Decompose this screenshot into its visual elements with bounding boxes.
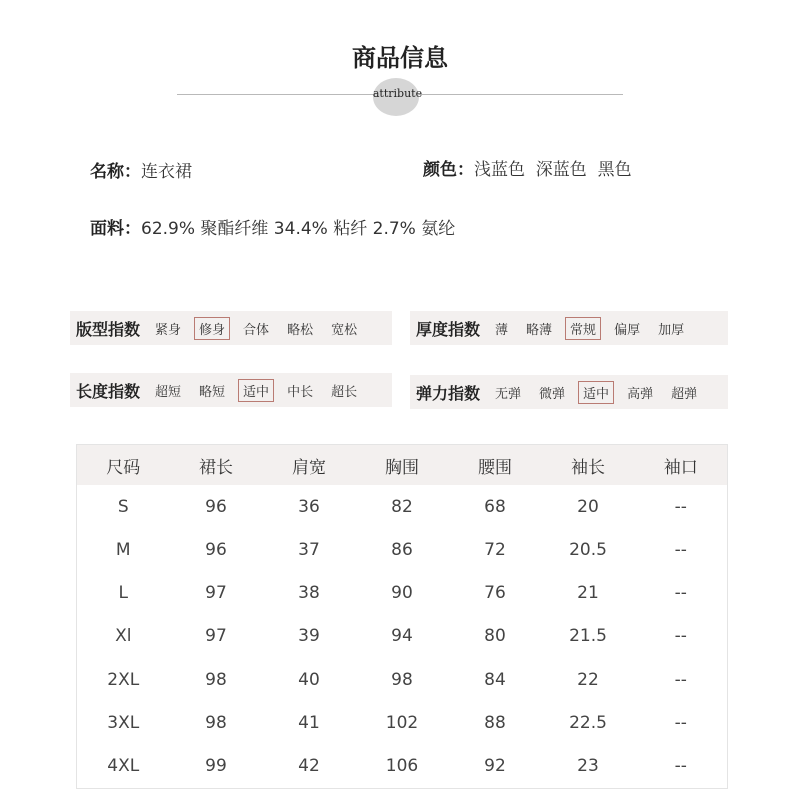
table-cell: 36 bbox=[298, 496, 320, 517]
table-row bbox=[77, 572, 728, 615]
table-cell: -- bbox=[674, 496, 687, 517]
table-cell: L bbox=[118, 583, 128, 604]
elasticity-option: 超弹 bbox=[671, 386, 698, 402]
table-row bbox=[77, 615, 728, 658]
table-cell: 20 bbox=[577, 496, 599, 517]
table-row bbox=[77, 701, 728, 744]
table-cell: 92 bbox=[484, 756, 506, 777]
fit-index bbox=[70, 311, 392, 345]
elasticity-index-title: 弹力指数 bbox=[416, 383, 481, 403]
thickness-option: 加厚 bbox=[658, 322, 685, 338]
product-fabric-value: 62.9% 聚酯纤维 34.4% 粘纤 2.7% 氨纶 bbox=[141, 219, 456, 239]
length-index-title: 长度指数 bbox=[76, 381, 141, 401]
fit-option: 合体 bbox=[243, 322, 270, 338]
length-option: 超短 bbox=[155, 384, 182, 400]
table-cell: 102 bbox=[385, 713, 419, 734]
table-cell: 68 bbox=[484, 496, 506, 517]
length-option: 略短 bbox=[199, 384, 226, 400]
table-cell: 88 bbox=[484, 713, 506, 734]
product-color-value: 浅蓝色 深蓝色 黑色 bbox=[474, 160, 632, 180]
thickness-index bbox=[410, 311, 728, 345]
product-color-label: 颜色： bbox=[423, 160, 474, 180]
table-cell: 96 bbox=[205, 496, 227, 517]
title-subtitle: attribute bbox=[372, 87, 423, 100]
table-row bbox=[77, 658, 728, 701]
table-cell: -- bbox=[674, 539, 687, 560]
table-cell: 98 bbox=[205, 669, 227, 690]
length-option: 适中 bbox=[238, 379, 274, 402]
table-row bbox=[77, 745, 728, 789]
header-cell: 腰围 bbox=[449, 445, 542, 486]
table-row bbox=[77, 485, 728, 528]
table-cell: -- bbox=[674, 756, 687, 777]
page-title: 商品信息 bbox=[352, 44, 448, 72]
product-name-label: 名称： bbox=[90, 162, 141, 182]
table-cell: 21 bbox=[577, 583, 599, 604]
table-cell: M bbox=[115, 539, 131, 560]
table-cell: 3XL bbox=[107, 713, 140, 734]
fit-option: 宽松 bbox=[331, 322, 358, 338]
thickness-option: 偏厚 bbox=[614, 322, 641, 338]
table-cell: 84 bbox=[484, 669, 506, 690]
length-option: 中长 bbox=[287, 384, 314, 400]
table-cell: 22.5 bbox=[569, 713, 607, 734]
elasticity-option: 适中 bbox=[578, 381, 614, 404]
table-cell: 22 bbox=[577, 669, 599, 690]
size-table bbox=[76, 444, 728, 789]
thickness-index-title: 厚度指数 bbox=[416, 319, 481, 339]
table-cell: 37 bbox=[298, 539, 320, 560]
table-cell: 42 bbox=[298, 756, 320, 777]
table-cell: 41 bbox=[298, 713, 320, 734]
elasticity-option: 微弹 bbox=[539, 386, 566, 402]
table-cell: 4XL bbox=[107, 756, 140, 777]
table-cell: 98 bbox=[205, 713, 227, 734]
fit-option: 略松 bbox=[287, 322, 314, 338]
thickness-option: 薄 bbox=[495, 322, 509, 338]
table-cell: 2XL bbox=[107, 669, 140, 690]
fit-option: 紧身 bbox=[155, 322, 182, 338]
table-cell: S bbox=[117, 496, 129, 517]
header-cell: 胸围 bbox=[356, 445, 449, 486]
thickness-option: 略薄 bbox=[526, 322, 553, 338]
table-cell: 39 bbox=[298, 626, 320, 647]
table-cell: Xl bbox=[115, 626, 132, 647]
header-cell: 裙长 bbox=[170, 445, 263, 486]
table-row bbox=[77, 528, 728, 571]
table-cell: 96 bbox=[205, 539, 227, 560]
elasticity-index bbox=[410, 375, 728, 409]
table-cell: 21.5 bbox=[569, 626, 607, 647]
header-cell: 肩宽 bbox=[263, 445, 356, 486]
header-cell: 袖口 bbox=[635, 445, 728, 486]
product-fabric-label: 面料： bbox=[90, 219, 141, 239]
table-cell: 40 bbox=[298, 669, 320, 690]
table-cell: 82 bbox=[391, 496, 413, 517]
table-cell: 97 bbox=[205, 626, 227, 647]
length-index bbox=[70, 373, 392, 407]
table-cell: -- bbox=[674, 626, 687, 647]
table-cell: 90 bbox=[391, 583, 413, 604]
table-cell: 20.5 bbox=[569, 539, 607, 560]
table-cell: 80 bbox=[484, 626, 506, 647]
size-table-header bbox=[77, 445, 728, 486]
product-name bbox=[90, 157, 192, 182]
product-fabric bbox=[90, 214, 455, 239]
table-cell: -- bbox=[674, 713, 687, 734]
product-color bbox=[423, 155, 632, 180]
fit-option: 修身 bbox=[194, 317, 230, 340]
product-name-value: 连衣裙 bbox=[141, 162, 192, 182]
length-option: 超长 bbox=[331, 384, 358, 400]
table-cell: 86 bbox=[391, 539, 413, 560]
table-cell: 72 bbox=[484, 539, 506, 560]
table-cell: -- bbox=[674, 583, 687, 604]
table-cell: 76 bbox=[484, 583, 506, 604]
header-cell: 尺码 bbox=[77, 445, 170, 486]
elasticity-option: 高弹 bbox=[627, 386, 654, 402]
fit-index-title: 版型指数 bbox=[76, 319, 141, 339]
table-cell: 106 bbox=[385, 756, 419, 777]
table-cell: 38 bbox=[298, 583, 320, 604]
table-cell: -- bbox=[674, 669, 687, 690]
elasticity-option: 无弹 bbox=[495, 386, 522, 402]
table-cell: 94 bbox=[391, 626, 413, 647]
table-cell: 98 bbox=[391, 669, 413, 690]
table-cell: 23 bbox=[577, 756, 599, 777]
thickness-option: 常规 bbox=[565, 317, 601, 340]
header-cell: 袖长 bbox=[542, 445, 635, 486]
table-cell: 99 bbox=[205, 756, 227, 777]
table-cell: 97 bbox=[205, 583, 227, 604]
